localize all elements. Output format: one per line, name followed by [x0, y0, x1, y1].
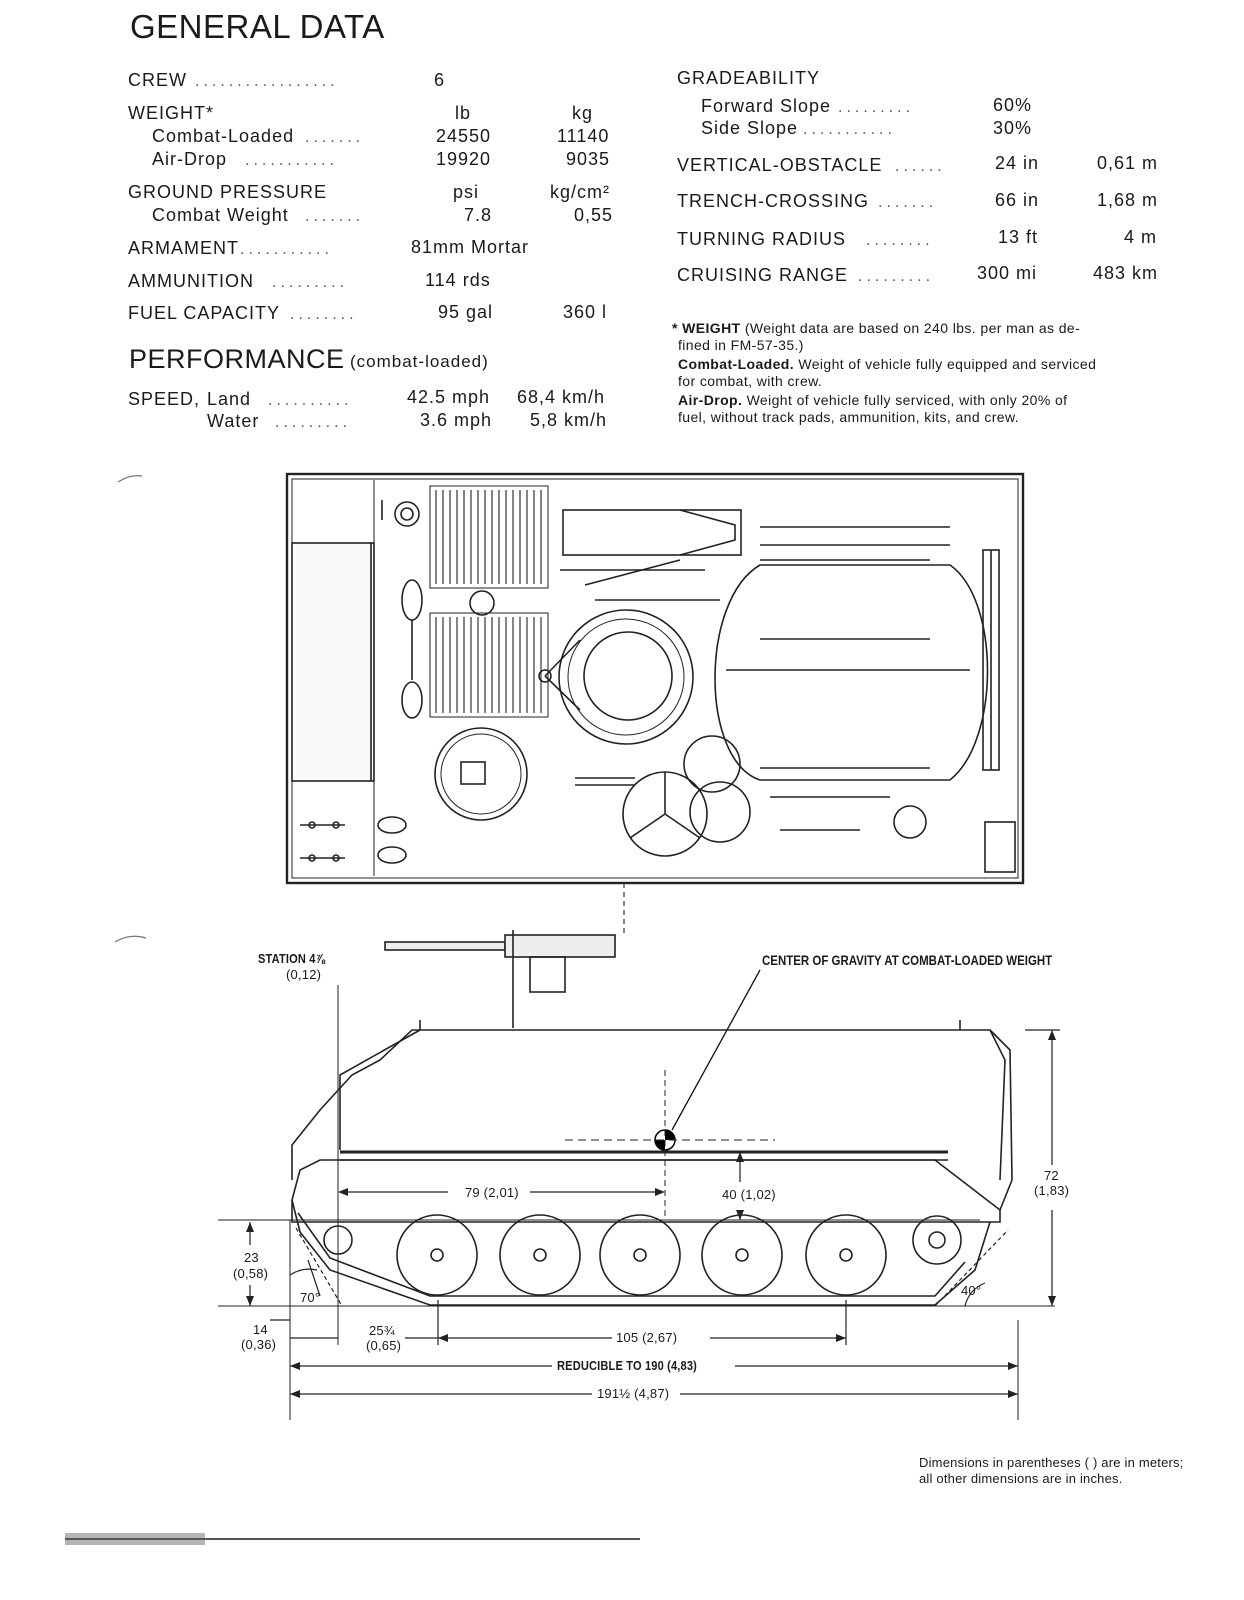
leader-dots: .......	[878, 194, 938, 211]
ground-pressure-label: GROUND PRESSURE	[128, 182, 328, 202]
footer-line2: all other dimensions are in inches.	[919, 1471, 1123, 1486]
trench-crossing-in: 66 in	[995, 190, 1040, 210]
weight-label: WEIGHT*	[128, 103, 214, 123]
leader-dots: ..........	[268, 392, 353, 409]
leader-dots: ........	[290, 306, 358, 323]
forward-slope-label: Forward Slope	[701, 96, 832, 116]
dim-25-label: 25¾	[369, 1323, 395, 1338]
dim-72-label: 72	[1044, 1168, 1059, 1183]
note-weight-head: * WEIGHT	[672, 320, 741, 336]
speed-water-kmh: 5,8 km/h	[530, 410, 608, 430]
speed-water-label: Water	[207, 411, 260, 431]
top-view-drawing	[287, 474, 1023, 883]
cg-label: CENTER OF GRAVITY AT COMBAT-LOADED WEIGHT	[762, 952, 1053, 968]
combat-loaded-label: Combat-Loaded	[152, 126, 295, 146]
dim-25-metric: (0,65)	[366, 1338, 402, 1353]
dim-23-metric: (0,58)	[233, 1266, 269, 1281]
combat-weight-kg: 0,55	[574, 205, 614, 225]
note-airdrop-text1: Weight of vehicle fully serviced, with only 20% of	[746, 392, 1068, 408]
dim-14-metric: (0,36)	[241, 1337, 277, 1352]
dim-191-label: 191½ (4,87)	[597, 1386, 670, 1401]
speed-land-mph: 42.5 mph	[407, 387, 491, 407]
performance-subtitle: (combat-loaded)	[350, 352, 489, 371]
footer-line1: Dimensions in parentheses ( ) are in meters;	[919, 1455, 1184, 1470]
weight-unit-kg: kg	[572, 103, 594, 123]
cruising-range-label: CRUISING RANGE	[677, 265, 849, 285]
forward-slope-value: 60%	[993, 95, 1033, 115]
dimension-lines	[218, 985, 1060, 1420]
leader-dots: ...........	[245, 152, 338, 169]
turning-radius-in: 13 ft	[998, 227, 1039, 247]
vertical-obstacle-label: VERTICAL-OBSTACLE	[677, 155, 883, 175]
side-view-drawing	[292, 930, 1012, 1305]
dim-105-label: 105 (2,67)	[616, 1330, 678, 1345]
combat-loaded-kg: 11140	[557, 126, 610, 146]
leader-dots: .................	[195, 73, 339, 90]
note-combat-head: Combat-Loaded.	[678, 356, 795, 372]
ground-pressure-unit-psi: psi	[453, 182, 480, 202]
air-drop-lb: 19920	[436, 149, 492, 169]
leader-dots: .........	[275, 414, 352, 431]
combat-loaded-lb: 24550	[436, 126, 492, 146]
leader-dots: .......	[305, 129, 365, 146]
vertical-obstacle-in: 24 in	[995, 153, 1040, 173]
leader-dots: ......	[895, 158, 946, 175]
note-weight-text2: fined in FM-57-35.)	[678, 337, 804, 353]
speed-land-kmh: 68,4 km/h	[517, 387, 606, 407]
general-data-title: GENERAL DATA	[130, 8, 385, 45]
leader-dots: .........	[858, 268, 935, 285]
station-metric: (0,12)	[286, 967, 322, 982]
speed-land-label: Land	[207, 389, 252, 409]
dim-14-label: 14	[253, 1322, 268, 1337]
air-drop-label: Air-Drop	[152, 149, 228, 169]
leader-dots: .......	[305, 208, 365, 225]
note-combat-text1: Weight of vehicle fully equipped and serviced	[798, 356, 1097, 372]
side-slope-value: 30%	[993, 118, 1033, 138]
performance-title: PERFORMANCE	[129, 344, 345, 374]
ground-pressure-unit-kg: kg/cm²	[550, 182, 610, 202]
ammunition-label: AMMUNITION	[128, 271, 254, 291]
speed-water-mph: 3.6 mph	[420, 410, 493, 430]
leader-dots: .........	[838, 99, 915, 116]
note-airdrop-head: Air-Drop.	[678, 392, 743, 408]
gradeability-label: GRADEABILITY	[677, 68, 821, 88]
armament-label: ARMAMENT	[128, 238, 239, 258]
combat-weight-psi: 7.8	[464, 205, 493, 225]
turning-radius-m: 4 m	[1124, 227, 1158, 247]
cruising-range-in: 300 mi	[977, 263, 1038, 283]
armament-value: 81mm Mortar	[411, 237, 530, 257]
fuel-l: 360 l	[563, 302, 608, 322]
center-of-gravity-marker	[565, 970, 775, 1220]
note-airdrop-text2: fuel, without track pads, ammunition, kits, and crew.	[678, 409, 1020, 425]
air-drop-kg: 9035	[566, 149, 611, 169]
dim-40-label: 40 (1,02)	[722, 1187, 776, 1202]
turning-radius-label: TURNING RADIUS	[677, 229, 847, 249]
vertical-obstacle-m: 0,61 m	[1097, 153, 1159, 173]
leader-dots: .........	[272, 274, 349, 291]
station-label: STATION 4⅞	[258, 951, 325, 966]
speed-label: SPEED,	[128, 389, 201, 409]
angle-40-label: 40°	[961, 1283, 982, 1298]
trench-crossing-label: TRENCH-CROSSING	[677, 191, 870, 211]
leader-dots: ........	[866, 232, 934, 249]
fuel-gal: 95 gal	[438, 302, 494, 322]
crew-value: 6	[434, 70, 446, 90]
cruising-range-m: 483 km	[1093, 263, 1159, 283]
trench-crossing-m: 1,68 m	[1097, 190, 1159, 210]
leader-dots: ...........	[240, 241, 333, 258]
leader-dots: ...........	[803, 121, 896, 138]
dim-72-metric: (1,83)	[1034, 1183, 1070, 1198]
dim-23-label: 23	[244, 1250, 259, 1265]
note-weight-text1: (Weight data are based on 240 lbs. per man as de-	[744, 320, 1081, 336]
dim-79-label: 79 (2,01)	[465, 1185, 519, 1200]
weight-unit-lb: lb	[455, 103, 472, 123]
dim-190-label: REDUCIBLE TO 190 (4,83)	[557, 1358, 698, 1373]
side-slope-label: Side Slope	[701, 118, 799, 138]
combat-weight-label: Combat Weight	[152, 205, 289, 225]
crew-label: CREW	[128, 70, 187, 90]
fuel-label: FUEL CAPACITY	[128, 303, 281, 323]
note-combat-text2: for combat, with crew.	[678, 373, 823, 389]
angle-70-label: 70°	[300, 1290, 321, 1305]
ammunition-value: 114 rds	[425, 270, 491, 290]
